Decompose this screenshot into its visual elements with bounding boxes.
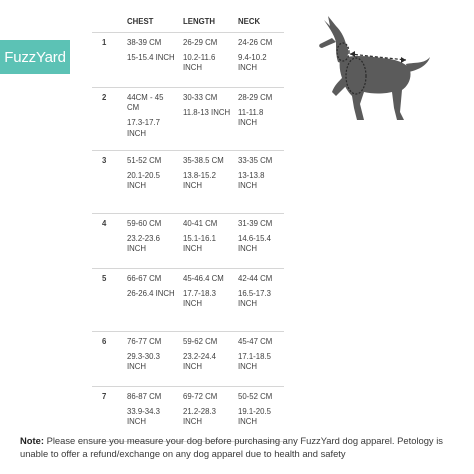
length-cm: 30-33 CM (183, 92, 218, 102)
neck-inch: 17.1-18.5 INCH (238, 351, 271, 372)
size-number: 4 (92, 213, 124, 268)
chest-cm: 86-87 CM (127, 391, 162, 401)
length-arrow-right (401, 57, 406, 63)
neck-cell (235, 268, 284, 331)
length-cell (180, 331, 235, 386)
neck-inch: 11-11.8 INCH (238, 107, 264, 128)
length-inch: 21.2-28.3 INCH (183, 406, 216, 427)
neck-cm: 31-39 CM (238, 218, 273, 228)
chest-cm: 66-67 CM (127, 273, 162, 283)
length-cm: 69-72 CM (183, 391, 218, 401)
length-inch: 13.8-15.2 INCH (183, 170, 216, 191)
chest-inch: 29.3-30.3 INCH (127, 351, 160, 372)
length-cell (180, 32, 235, 87)
header-neck: NECK (235, 12, 284, 32)
neck-inch: 14.6-15.4 INCH (238, 233, 271, 254)
length-cm: 35-38.5 CM (183, 155, 224, 165)
length-cell (180, 213, 235, 268)
neck-inch: 16.5-17.3 INCH (238, 288, 271, 309)
length-cm: 45-46.4 CM (183, 273, 224, 283)
chest-cell (124, 386, 180, 441)
chest-inch: 17.3-17.7 INCH (127, 118, 160, 138)
chest-inch: 20.1-20.5 INCH (127, 170, 160, 191)
length-arrow-left (350, 51, 355, 57)
note-body: Please ensure you measure your dog before purchasing any FuzzYard dog apparel. Petology is unable to offer a refund/exchange on any dog apparel due to health and safety (20, 435, 443, 459)
neck-inch: 19.1-20.5 INCH (238, 406, 271, 427)
table-row (92, 331, 284, 386)
chest-inch: 26-26.4 INCH (127, 288, 175, 298)
length-cell (180, 150, 235, 213)
size-number: 2 (92, 87, 124, 150)
neck-cm: 42-44 CM (238, 273, 273, 283)
neck-cm: 33-35 CM (238, 155, 273, 165)
dog-measurement-illustration (306, 12, 436, 132)
chest-cm: 44CM - 45 CM (127, 92, 164, 112)
length-inch: 10.2-11.6 INCH (183, 52, 216, 73)
chest-inch: 15-15.4 INCH (127, 52, 175, 62)
fuzzyard-logo (0, 40, 70, 74)
chest-cm: 38-39 CM (127, 37, 162, 47)
table-row (92, 87, 284, 150)
length-cell (180, 268, 235, 331)
dog-body (340, 56, 411, 120)
size-number: 5 (92, 268, 124, 331)
chest-cm: 51-52 CM (127, 155, 162, 165)
chest-cell (124, 268, 180, 331)
chest-cell (124, 87, 180, 150)
chest-cell (124, 331, 180, 386)
length-inch: 23.2-24.4 INCH (183, 351, 216, 372)
size-chart-table (92, 12, 284, 442)
neck-cm: 45-47 CM (238, 336, 273, 346)
chest-inch: 33.9-34.3 INCH (127, 406, 160, 427)
chest-cell (124, 32, 180, 87)
neck-cell (235, 213, 284, 268)
chest-cell (124, 150, 180, 213)
neck-cell (235, 32, 284, 87)
neck-cell (235, 386, 284, 441)
size-number: 3 (92, 150, 124, 213)
length-cell (180, 87, 235, 150)
header-chest: CHEST (124, 12, 180, 32)
size-number: 6 (92, 331, 124, 386)
neck-cm: 50-52 CM (238, 391, 273, 401)
note-label: Note: (20, 435, 44, 446)
neck-cm: 24-26 CM (238, 37, 273, 47)
length-cm: 40-41 CM (183, 218, 218, 228)
chest-inch: 23.2-23.6 INCH (127, 233, 160, 254)
neck-cell (235, 150, 284, 213)
neck-cell (235, 87, 284, 150)
length-cm: 59-62 CM (183, 336, 218, 346)
header-size (92, 12, 124, 32)
table-row (92, 213, 284, 268)
size-number: 1 (92, 32, 124, 87)
length-cell (180, 386, 235, 441)
table-row (92, 268, 284, 331)
neck-cm: 28-29 CM (238, 92, 273, 102)
table-row (92, 386, 284, 441)
length-inch: 11.8-13 INCH (183, 107, 231, 117)
neck-inch: 9.4-10.2 INCH (238, 52, 267, 73)
neck-inch: 13-13.8 INCH (238, 170, 265, 191)
length-inch: 15.1-16.1 INCH (183, 233, 216, 254)
header-length: LENGTH (180, 12, 235, 32)
chest-cm: 76-77 CM (127, 336, 162, 346)
chest-cm: 59-60 CM (127, 218, 162, 228)
dog-head (319, 16, 348, 64)
chest-cell (124, 213, 180, 268)
logo-text: FuzzYard (4, 48, 66, 66)
table-header-row (92, 12, 284, 32)
table-row (92, 32, 284, 87)
size-number: 7 (92, 386, 124, 441)
length-cm: 26-29 CM (183, 37, 218, 47)
neck-cell (235, 331, 284, 386)
table-row (92, 150, 284, 213)
length-inch: 17.7-18.3 INCH (183, 288, 216, 309)
note-text (20, 434, 470, 460)
